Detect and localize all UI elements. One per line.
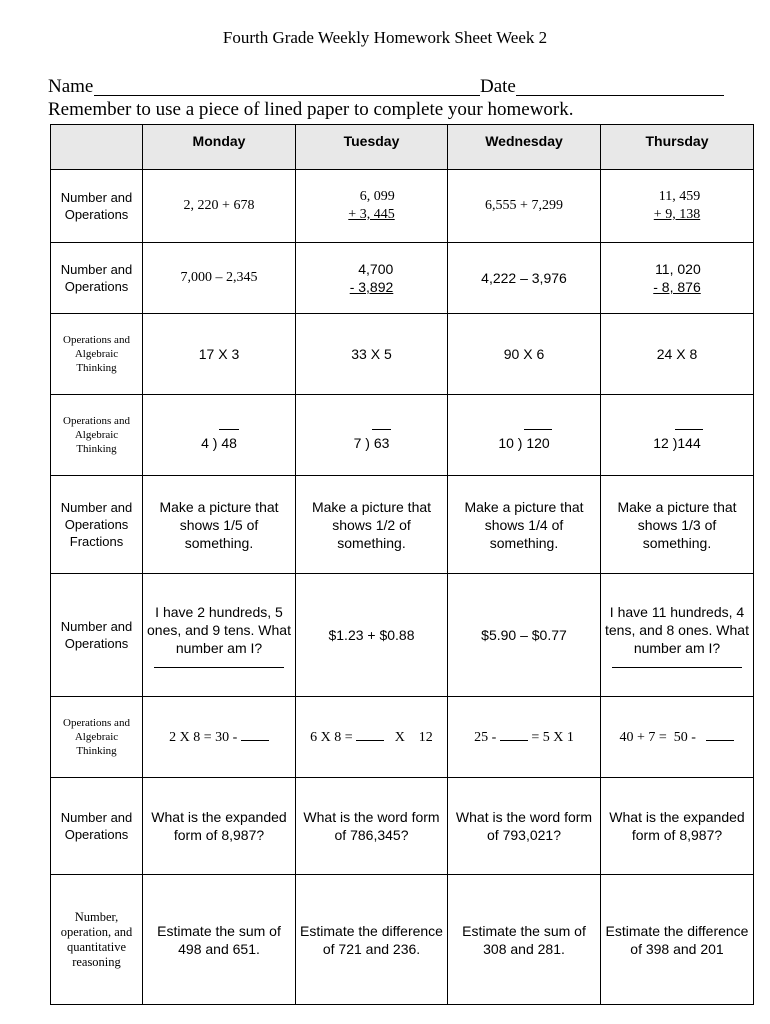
- subtrahend: - 3,892: [349, 279, 394, 295]
- table-row: [51, 243, 754, 314]
- problem-cell: Make a picture that shows 1/3 of something.: [601, 476, 754, 574]
- header-row: [51, 125, 754, 170]
- divisor: 7 ): [353, 435, 370, 451]
- problem-cell: 7,000 – 2,345: [143, 243, 296, 314]
- problem-cell: Make a picture that shows 1/2 of something.: [296, 476, 448, 574]
- addend-bottom: + 3, 445: [348, 207, 395, 222]
- answer-blank[interactable]: [706, 728, 734, 741]
- equation-left: 6 X 8 =: [310, 730, 353, 745]
- table-row: [51, 314, 754, 395]
- equation-right: X 12: [394, 730, 433, 745]
- problem-cell: [143, 395, 296, 476]
- table-row: [51, 875, 754, 1005]
- table-row: [51, 170, 754, 243]
- answer-blank[interactable]: [500, 728, 528, 741]
- row-label: Operations and Algebraic Thinking: [51, 395, 143, 476]
- corner-cell: [51, 125, 143, 170]
- dividend: 48: [221, 435, 237, 451]
- problem-cell: [296, 697, 448, 778]
- problem-cell: Make a picture that shows 1/4 of something.: [448, 476, 601, 574]
- equation-left: 2 X 8 = 30 -: [169, 730, 238, 745]
- problem-cell: 90 X 6: [448, 314, 601, 395]
- page-title: Fourth Grade Weekly Homework Sheet Week 2: [222, 28, 548, 47]
- problem-cell: [296, 395, 448, 476]
- problem-cell: 4,222 – 3,976: [448, 243, 601, 314]
- problem-cell: Estimate the sum of 498 and 651.: [143, 875, 296, 1005]
- problem-cell: 2, 220 + 678: [143, 170, 296, 243]
- row-label: Operations and Algebraic Thinking: [51, 314, 143, 395]
- name-date-line: [48, 76, 738, 100]
- problem-cell: Estimate the difference of 721 and 236.: [296, 875, 448, 1005]
- problem-cell: [601, 395, 754, 476]
- day-header: Tuesday: [296, 125, 448, 170]
- divisor: 12 ): [653, 435, 678, 451]
- problem-cell: 24 X 8: [601, 314, 754, 395]
- dividend: 120: [526, 435, 550, 451]
- divisor: 4 ): [201, 435, 218, 451]
- table-row: [51, 778, 754, 875]
- subtrahend: - 8, 876: [653, 279, 701, 295]
- addend-top: 11, 459: [658, 189, 701, 204]
- table-row: [51, 697, 754, 778]
- problem-cell: 6,555 + 7,299: [448, 170, 601, 243]
- problem-cell: [143, 697, 296, 778]
- equation-right: = 5 X 1: [531, 730, 574, 745]
- row-label: Number and Operations: [51, 778, 143, 875]
- problem-cell: 17 X 3: [143, 314, 296, 395]
- divisor: 10 ): [498, 435, 523, 451]
- minuend: 11, 020: [655, 261, 701, 277]
- name-label: Name: [48, 76, 94, 97]
- day-header: Monday: [143, 125, 296, 170]
- problem-cell: 33 X 5: [296, 314, 448, 395]
- answer-blank[interactable]: [154, 667, 284, 668]
- problem-cell: [601, 170, 754, 243]
- row-label: Number and Operations: [51, 243, 143, 314]
- problem-cell: $1.23 + $0.88: [296, 574, 448, 697]
- riddle-text: I have 2 hundreds, 5 ones, and 9 tens. What number am I?: [147, 603, 291, 656]
- dividend: 144: [677, 435, 701, 451]
- problem-cell: $5.90 – $0.77: [448, 574, 601, 697]
- problem-cell: What is the expanded form of 8,987?: [143, 778, 296, 875]
- problem-cell: [296, 243, 448, 314]
- reminder-text: Remember to use a piece of lined paper to complete your homework.: [48, 99, 574, 120]
- problem-cell: [296, 170, 448, 243]
- problem-cell: What is the expanded form of 8,987?: [601, 778, 754, 875]
- homework-table: [50, 124, 754, 1005]
- row-label: Number, operation, and quantitative reasoning: [51, 875, 143, 1005]
- date-field[interactable]: [516, 95, 724, 96]
- table-row: [51, 574, 754, 697]
- table-row: [51, 476, 754, 574]
- equation-left: 40 + 7 = 50 -: [619, 730, 696, 745]
- day-header: Wednesday: [448, 125, 601, 170]
- minuend: 4,700: [358, 261, 394, 277]
- problem-cell: [448, 395, 601, 476]
- problem-cell: [601, 243, 754, 314]
- problem-cell: [601, 697, 754, 778]
- riddle-text: I have 11 hundreds, 4 tens, and 8 ones. What number am I?: [605, 603, 749, 656]
- row-label: Number and Operations: [51, 170, 143, 243]
- table-row: [51, 395, 754, 476]
- answer-blank[interactable]: [356, 728, 384, 741]
- problem-cell: What is the word form of 786,345?: [296, 778, 448, 875]
- equation-left: 25 -: [474, 730, 497, 745]
- addend-bottom: + 9, 138: [653, 207, 701, 222]
- problem-cell: What is the word form of 793,021?: [448, 778, 601, 875]
- problem-cell: Estimate the sum of 308 and 281.: [448, 875, 601, 1005]
- problem-cell: Estimate the difference of 398 and 201: [601, 875, 754, 1005]
- row-label: Number and Operations Fractions: [51, 476, 143, 574]
- day-header: Thursday: [601, 125, 754, 170]
- date-label: Date: [480, 76, 516, 97]
- answer-blank[interactable]: [612, 667, 742, 668]
- problem-cell: [143, 574, 296, 697]
- problem-cell: [448, 697, 601, 778]
- addend-top: 6, 099: [359, 189, 395, 204]
- answer-blank[interactable]: [241, 728, 269, 741]
- problem-cell: Make a picture that shows 1/5 of something.: [143, 476, 296, 574]
- problem-cell: [601, 574, 754, 697]
- dividend: 63: [373, 435, 390, 451]
- row-label: Operations and Algebraic Thinking: [51, 697, 143, 778]
- row-label: Number and Operations: [51, 574, 143, 697]
- name-field[interactable]: [94, 95, 480, 96]
